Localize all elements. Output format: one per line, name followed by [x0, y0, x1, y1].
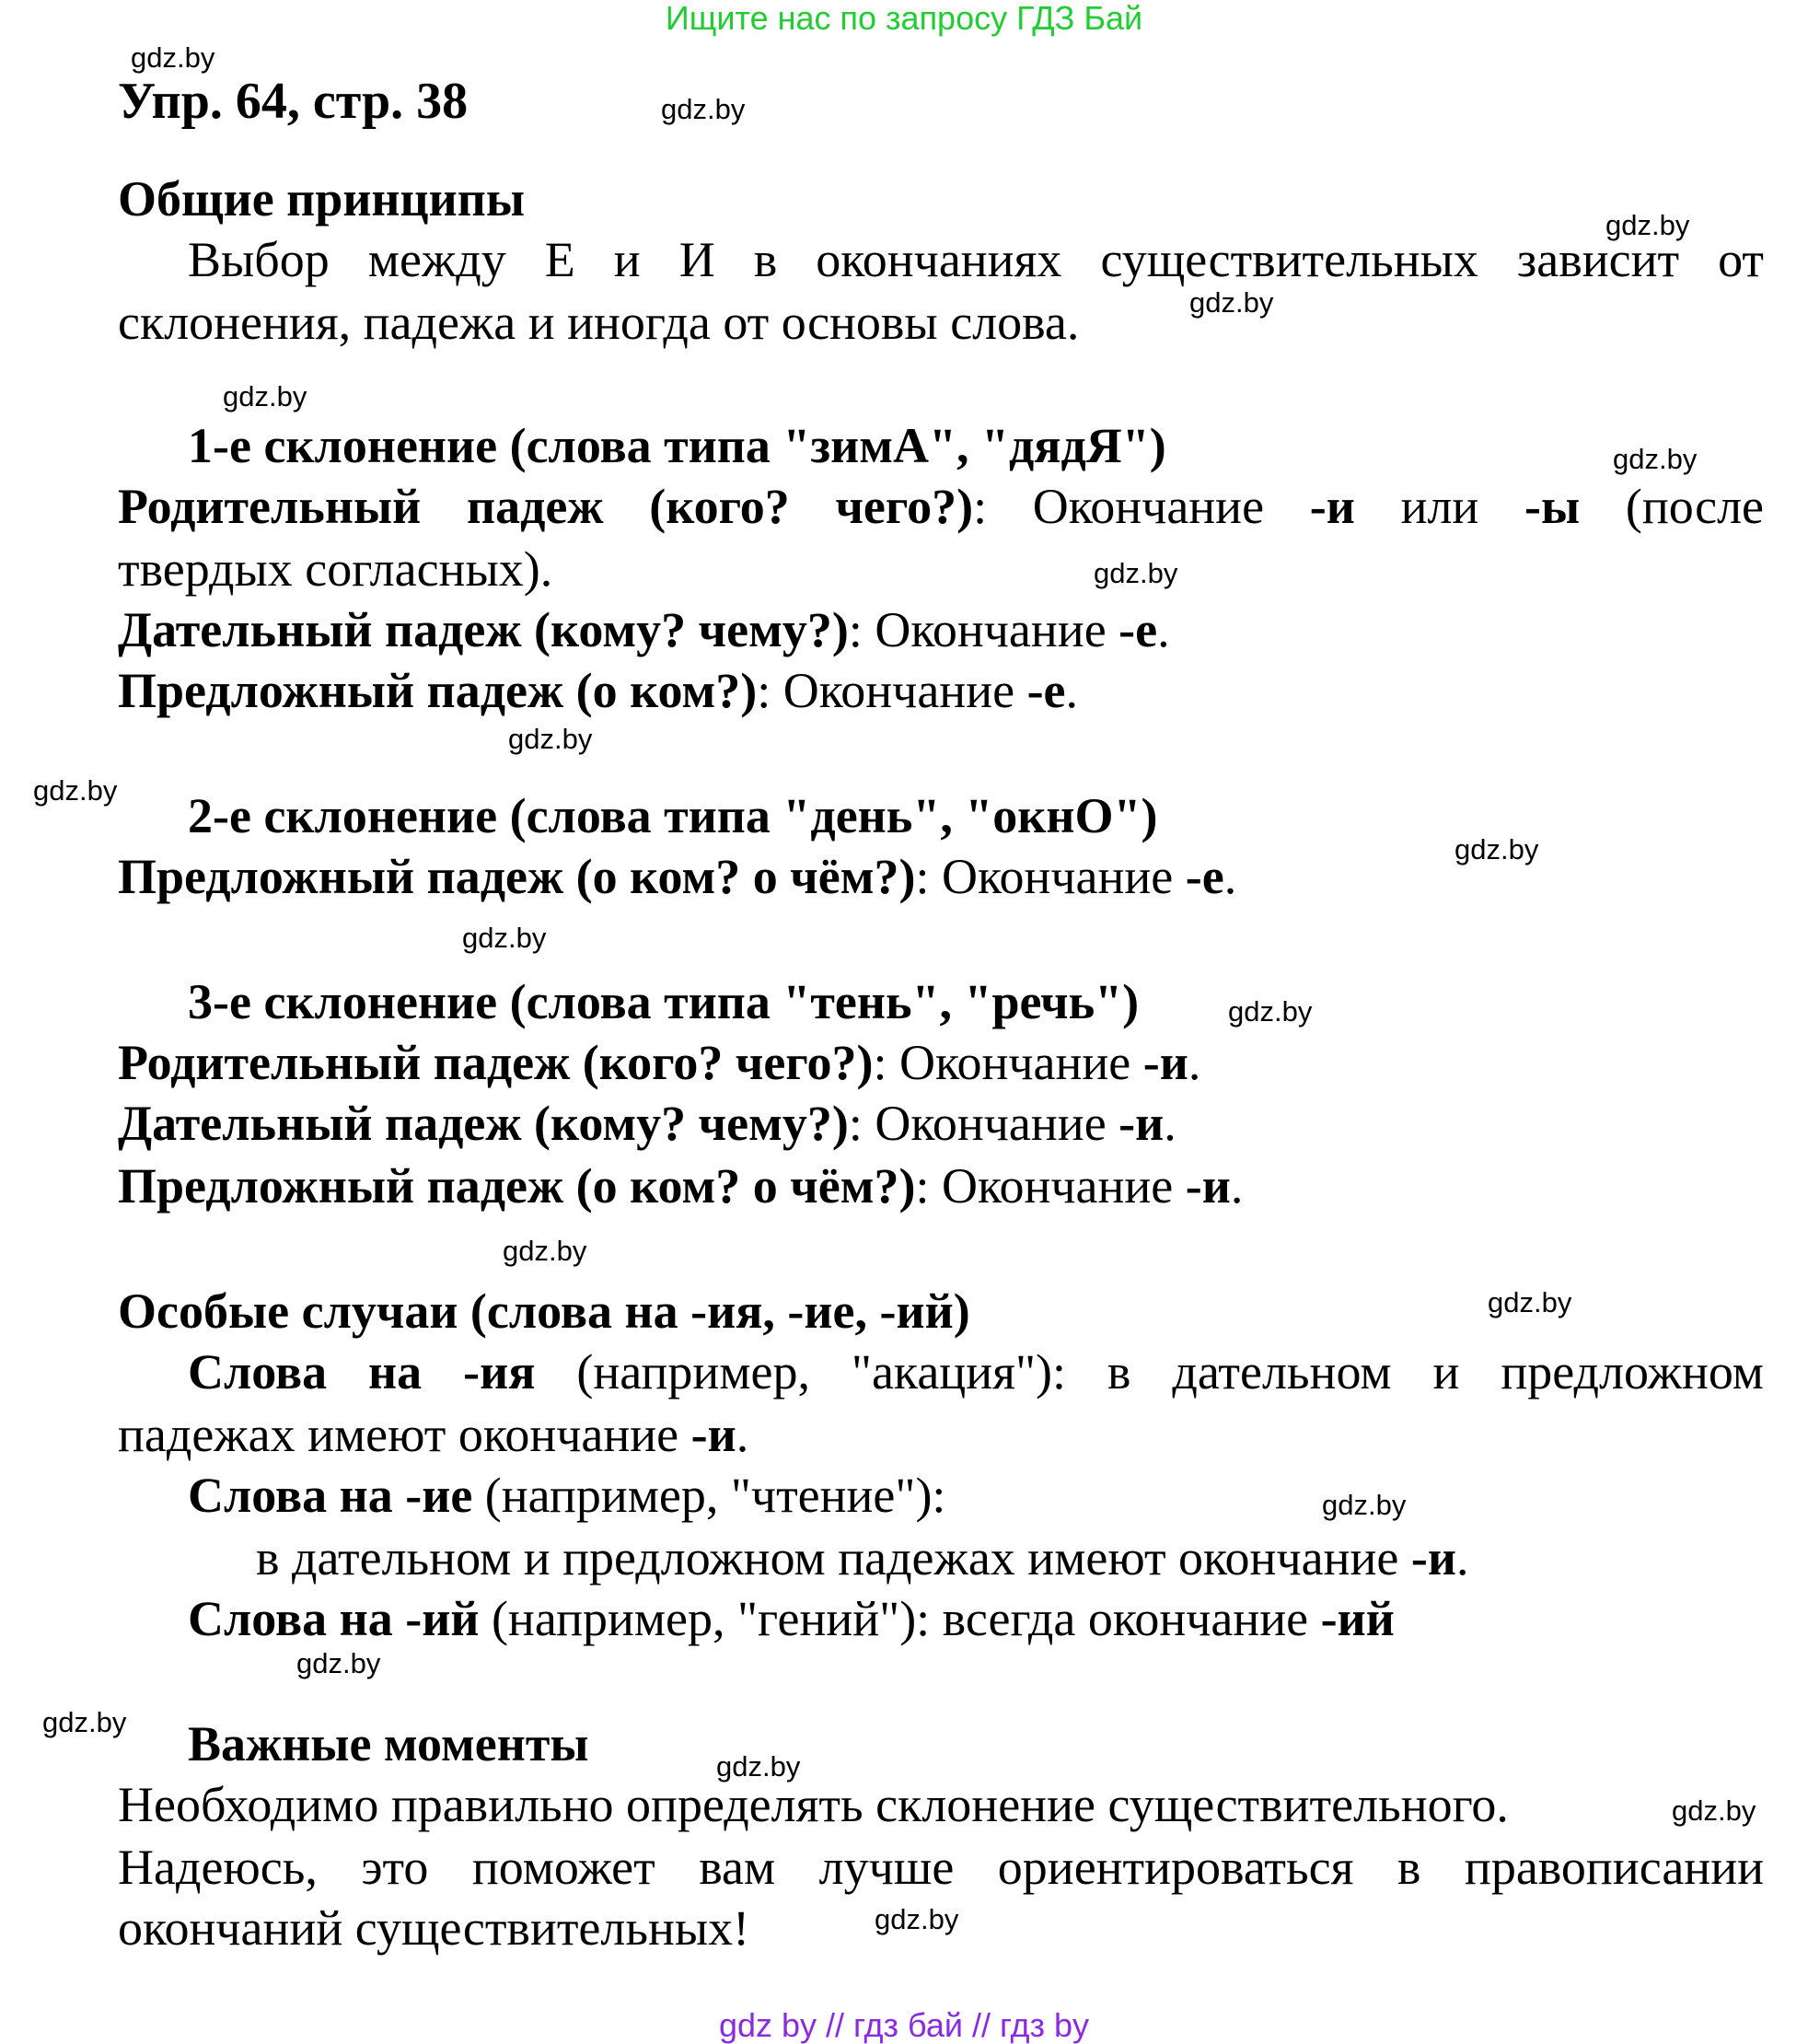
- paragraph-line: Необходимо правильно определять склонение существительного.: [118, 1777, 1509, 1832]
- rule-line-genitive: Родительный падеж (кого? чего?): Окончание -и или -ы (после: [118, 479, 1764, 534]
- rule-line-dative: Дательный падеж (кому? чему?): Окончание -и.: [118, 1096, 1176, 1151]
- page-title: Упр. 64, стр. 38: [118, 73, 469, 130]
- watermark: gdz.by: [1613, 443, 1698, 475]
- watermark: gdz.by: [1455, 833, 1539, 865]
- paragraph-line: в дательном и предложном падежах имеют окончание -и.: [256, 1530, 1469, 1585]
- case-label: Слова на -ие: [188, 1468, 473, 1523]
- watermark: gdz.by: [1094, 557, 1178, 589]
- section-heading-decl1: 1-е склонение (слова типа "зимА", "дядЯ"): [188, 418, 1166, 473]
- rule-line-genitive: Родительный падеж (кого? чего?): Окончание -и.: [118, 1035, 1201, 1090]
- watermark: gdz.by: [1228, 995, 1313, 1028]
- section-heading-special: Особые случаи (слова на -ия, -ие, -ий): [118, 1283, 970, 1339]
- watermark: gdz.by: [1672, 1794, 1756, 1827]
- footer-links[interactable]: gdz by // гдз бай // гдз by: [718, 2006, 1090, 2044]
- case-label: Родительный падеж (кого? чего?): [118, 479, 974, 534]
- rule-line-dative: Дательный падеж (кому? чему?): Окончание -е.: [118, 602, 1170, 657]
- case-label: Предложный падеж (о ком? о чём?): [118, 1158, 916, 1214]
- watermark: gdz.by: [296, 1647, 381, 1679]
- paragraph-line: падежах имеют окончание -и.: [118, 1407, 749, 1462]
- case-label: Предложный падеж (о ком? о чём?): [118, 849, 916, 904]
- case-label: Предложный падеж (о ком?): [118, 663, 758, 718]
- watermark: gdz.by: [1322, 1489, 1407, 1521]
- rule-line-prepositional: Предложный падеж (о ком? о чём?): Окончание -е.: [118, 849, 1237, 904]
- watermark: gdz.by: [33, 774, 118, 807]
- watermark: gdz.by: [716, 1750, 801, 1783]
- watermark: gdz.by: [223, 380, 307, 412]
- watermark: gdz.by: [1189, 286, 1274, 319]
- case-label: Родительный падеж (кого? чего?): [118, 1035, 874, 1090]
- case-label: Слова на -ий: [188, 1591, 480, 1646]
- rule-line-iy: Слова на -ий (например, "гений"): всегда окончание -ий: [188, 1591, 1395, 1646]
- case-label: Слова на -ия: [188, 1344, 536, 1399]
- watermark: gdz.by: [875, 1903, 959, 1935]
- paragraph-line: склонения, падежа и иногда от основы слова.: [118, 295, 1080, 350]
- watermark: gdz.by: [661, 93, 746, 125]
- watermark: gdz.by: [462, 922, 547, 954]
- watermark: gdz.by: [42, 1706, 127, 1738]
- watermark: gdz.by: [508, 723, 593, 755]
- search-banner[interactable]: Ищите нас по запросу ГДЗ Бай: [665, 0, 1143, 37]
- section-heading-decl2: 2-е склонение (слова типа "день", "окнО"): [188, 788, 1158, 843]
- watermark: gdz.by: [1488, 1286, 1572, 1318]
- paragraph-line: Надеюсь, это поможет вам лучше ориентироваться в правописании: [118, 1840, 1764, 1895]
- section-heading-general: Общие принципы: [118, 171, 526, 226]
- rule-line-prepositional: Предложный падеж (о ком? о чём?): Окончание -и.: [118, 1158, 1244, 1214]
- watermark: gdz.by: [1605, 209, 1690, 241]
- rule-line-iya: Слова на -ия (например, "акация"): в дательном и предложном: [188, 1344, 1764, 1399]
- section-heading-decl3: 3-е склонение (слова типа "тень", "речь"): [188, 974, 1140, 1029]
- paragraph-line: окончаний существительных!: [118, 1900, 750, 1956]
- rule-line-ie: Слова на -ие (например, "чтение"):: [188, 1468, 946, 1523]
- section-heading-important: Важные моменты: [188, 1716, 589, 1771]
- paragraph-line: твердых согласных).: [118, 541, 553, 597]
- case-label: Дательный падеж (кому? чему?): [118, 1096, 849, 1151]
- case-label: Дательный падеж (кому? чему?): [118, 602, 849, 657]
- watermark: gdz.by: [131, 41, 215, 74]
- rule-line-prepositional: Предложный падеж (о ком?): Окончание -е.: [118, 663, 1079, 718]
- watermark: gdz.by: [503, 1235, 587, 1267]
- paragraph-line: Выбор между Е и И в окончаниях существительных зависит от: [188, 232, 1764, 287]
